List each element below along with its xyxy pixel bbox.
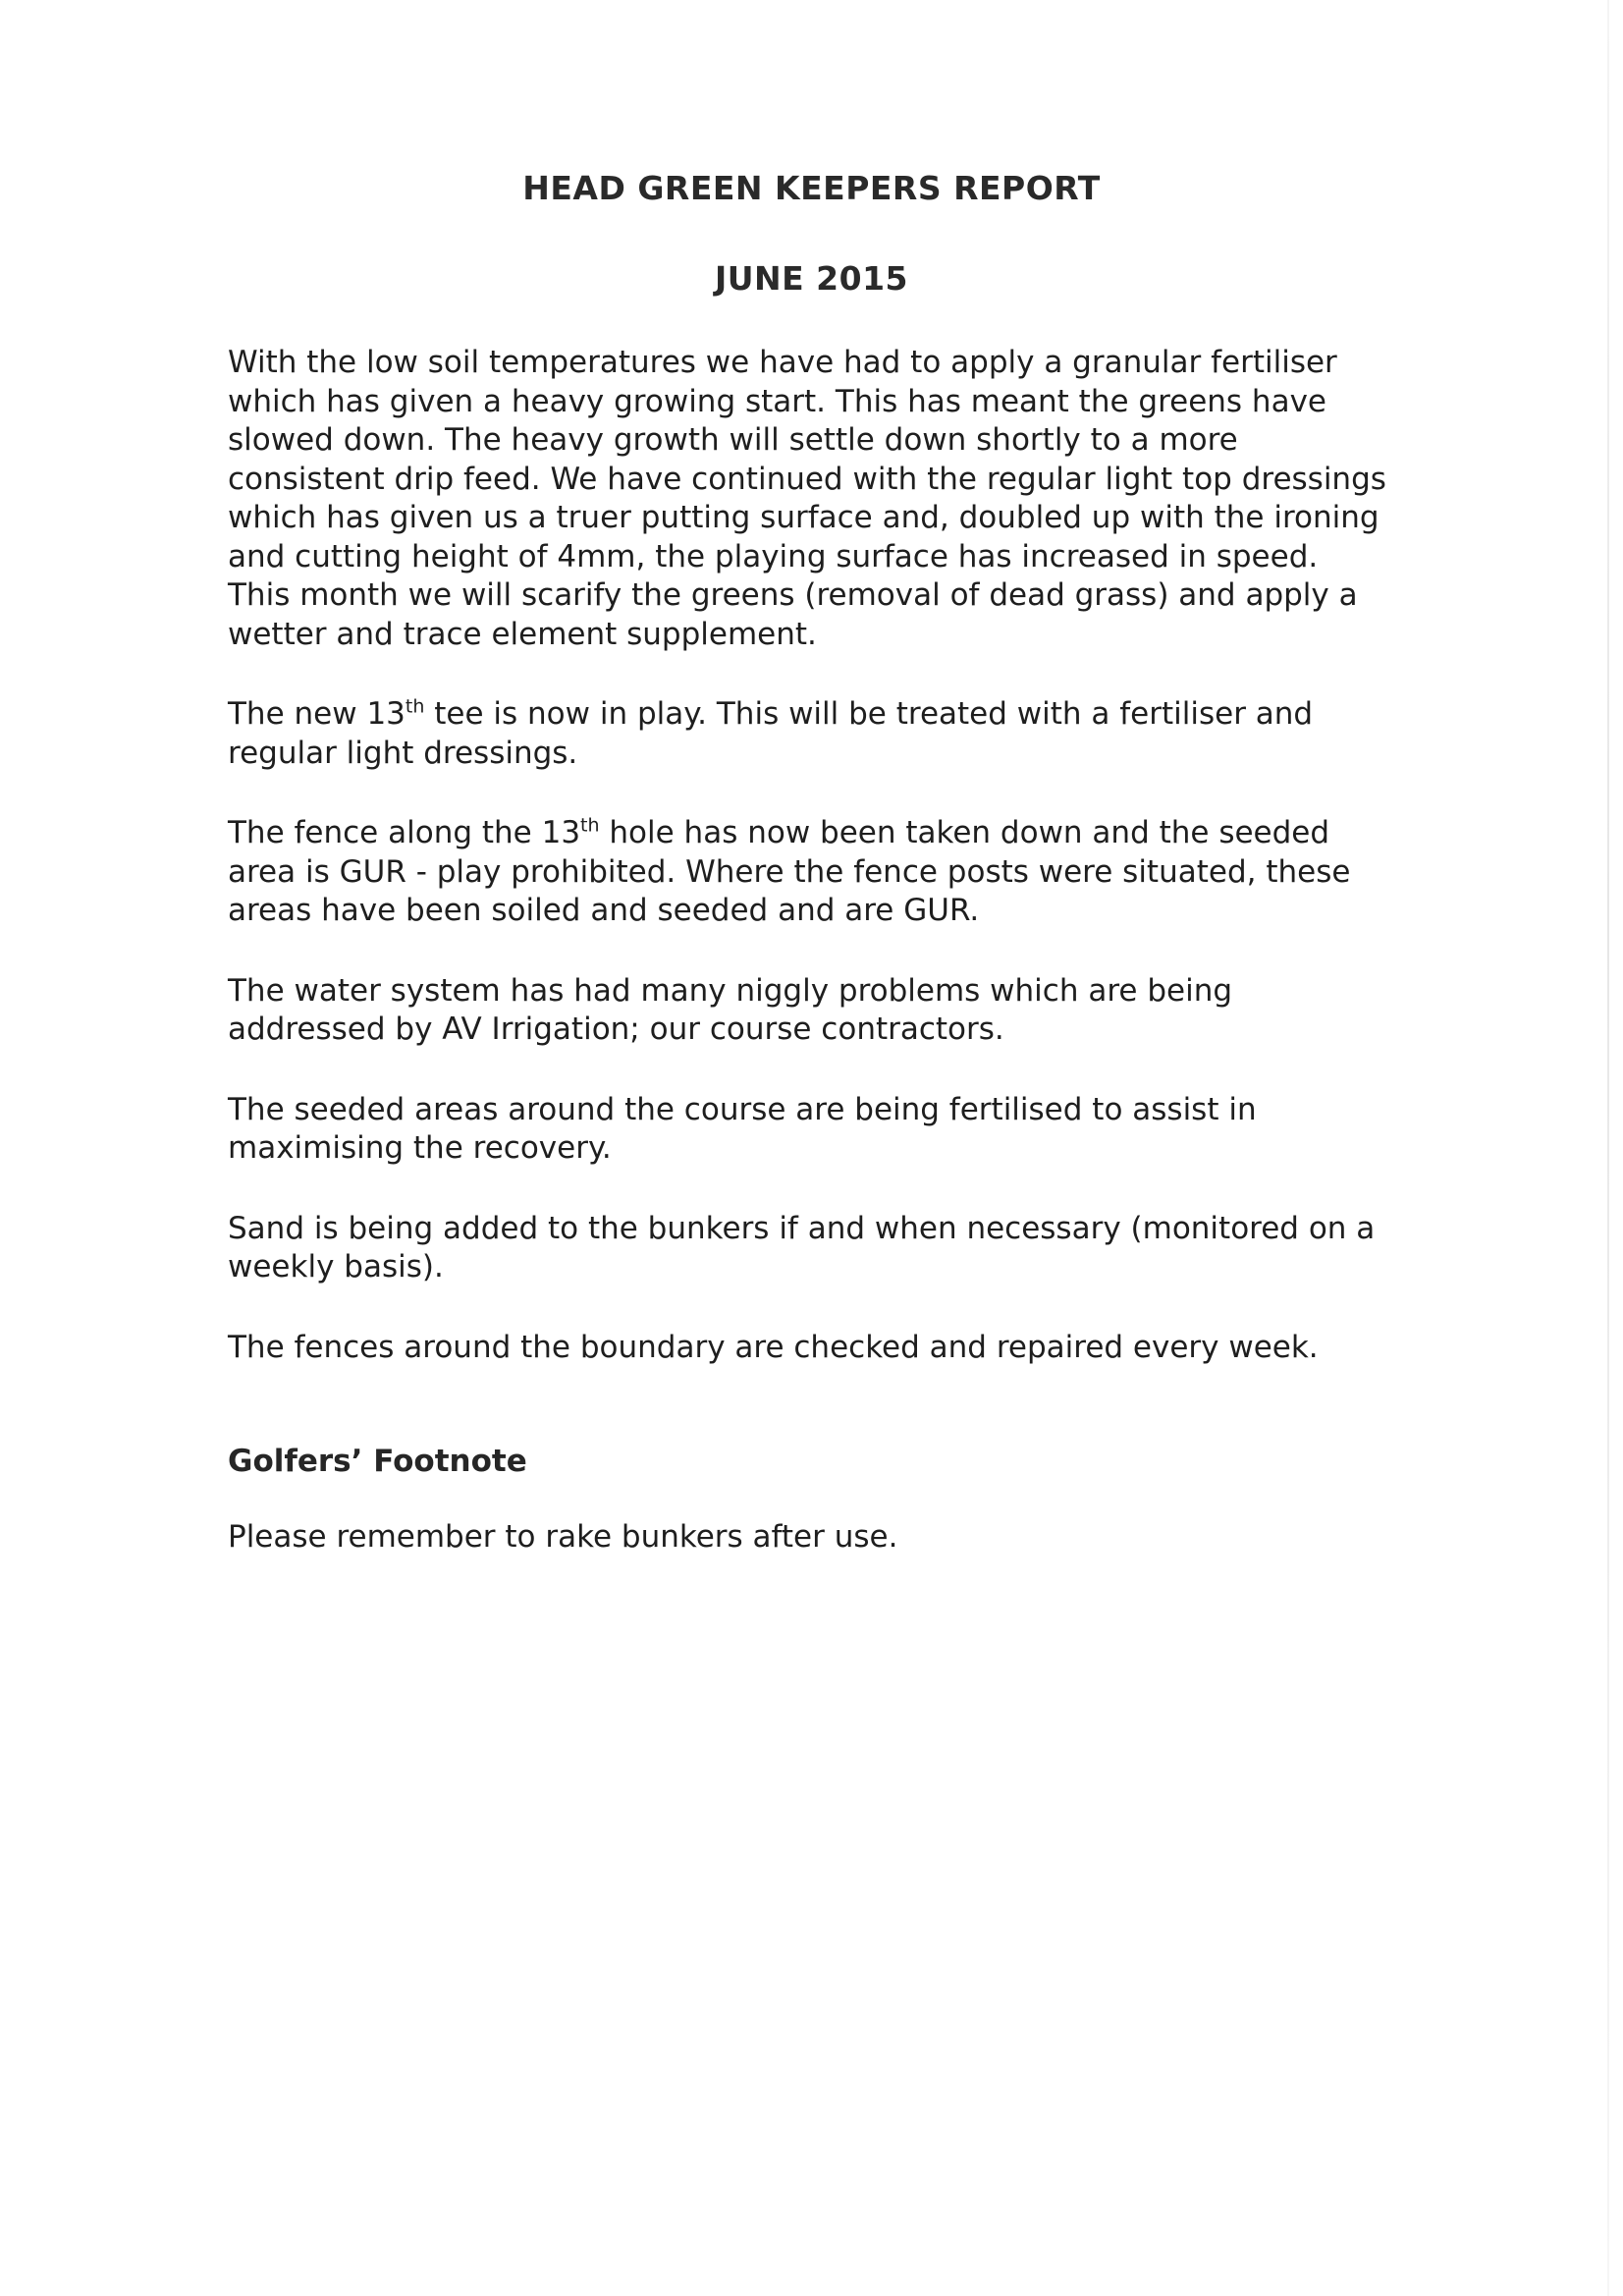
paragraph-boundary-fences: The fences around the boundary are checked and repaired every week. [228,1329,1319,1365]
paragraph-text: The new 13 [228,696,406,732]
paragraph-text: hole has now been taken down and the seeded area is GUR - play prohibited. Where the fence posts were situated, these areas have been soiled and seeded and are GUR. [228,815,1351,928]
ordinal-suffix: th [405,695,425,718]
paragraph-fence [228,814,1386,931]
scan-edge [1607,0,1609,2296]
paragraph-greens: With the low soil temperatures we have had to apply a granular fertiliser which has given a heavy growing start. This has meant the greens have slowed down. The heavy growth will settle down shortly to a more consistent drip feed. We have continued with the regular light top dressings which has given us a truer putting surface and, doubled up with the ironing and cutting height of 4mm, the playing surface has increased in speed. This month we will scarify the greens (removal of dead grass) and apply a wetter and trace element supplement. [228,345,1386,652]
footnote-text: Please remember to rake bunkers after use. [228,1519,898,1555]
paragraph-text: The fence along the 13 [228,815,581,850]
report-title: HEAD GREEN KEEPERS REPORT [522,169,1101,207]
report-date: JUNE 2015 [714,259,909,298]
paragraph-text: tee is now in play. This will be treated with a fertiliser and regular light dressings. [228,696,1314,771]
paragraph-water-system: The water system has had many niggly problems which are being addressed by AV Irrigation; our course contractors. [228,972,1233,1047]
paragraph-sand: Sand is being added to the bunkers if and when necessary (monitored on a weekly basis). [228,1210,1376,1285]
paragraph-seeded-areas: The seeded areas around the course are being fertilised to assist in maximising the recovery. [228,1091,1257,1166]
ordinal-suffix: th [580,814,600,837]
footnote-heading: Golfers’ Footnote [228,1444,527,1479]
report-body [228,344,1386,1599]
paragraph-new-tee [228,695,1386,773]
